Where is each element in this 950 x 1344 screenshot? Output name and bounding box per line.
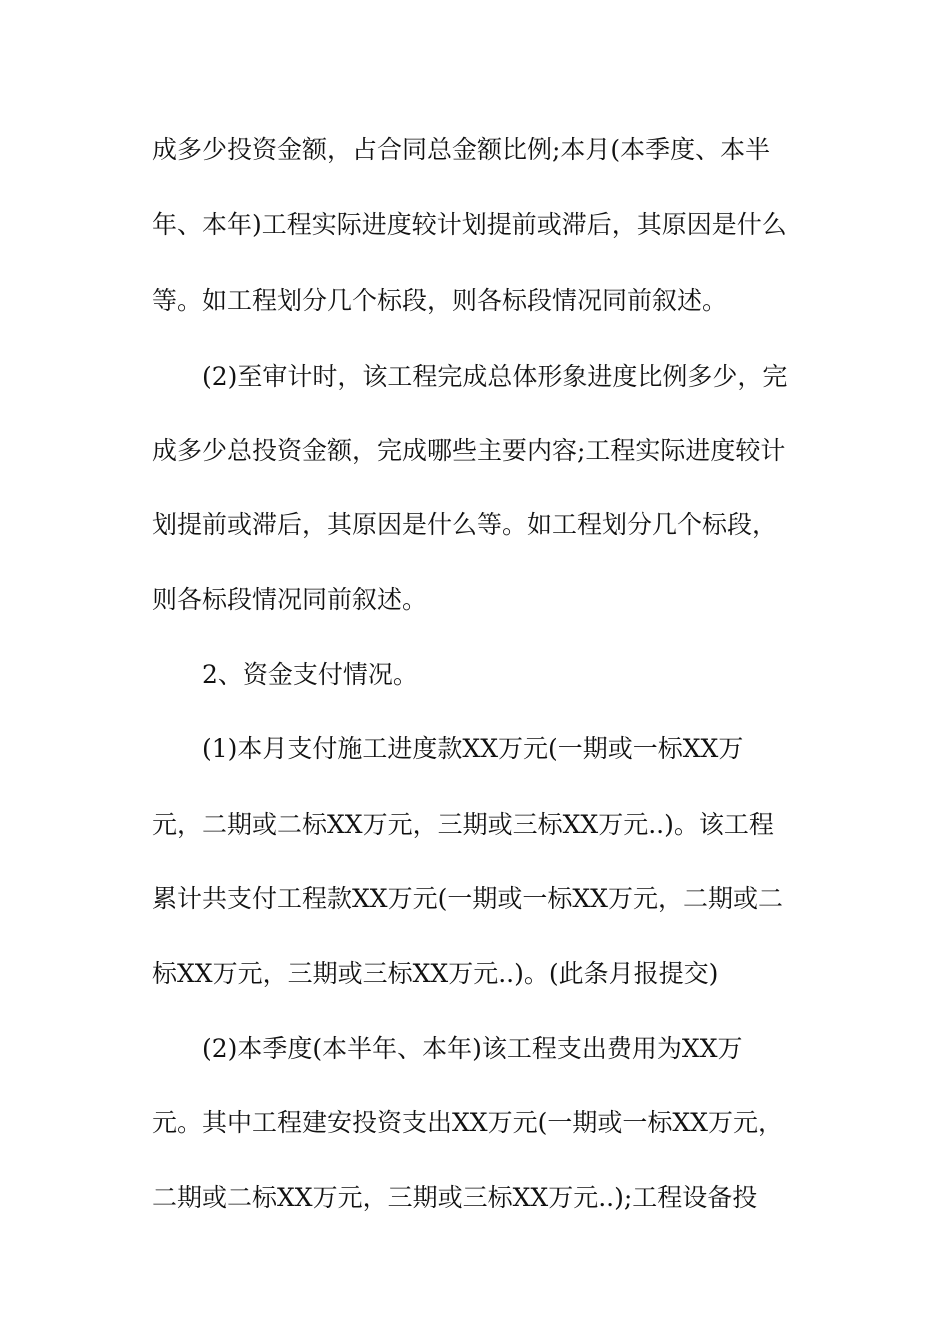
text-line-6: 划提前或滞后，其原因是什么等。如工程划分几个标段，	[152, 510, 778, 539]
text-line-12: 标XX万元，三期或三标XX万元..)。(此条月报提交)	[152, 959, 719, 988]
text-line-14: 元。其中工程建安投资支出XX万元(一期或一标XX万元，	[152, 1108, 783, 1137]
text-line-13: (2)本季度(本半年、本年)该工程支出费用为XX万	[202, 1034, 743, 1063]
text-line-10: 元，二期或二标XX万元，三期或三标XX万元..)。该工程	[152, 810, 774, 839]
section-heading: 2、资金支付情况。	[202, 660, 418, 689]
text-line-3: 等。如工程划分几个标段，则各标段情况同前叙述。	[152, 286, 728, 315]
text-line-2: 年、本年)工程实际进度较计划提前或滞后，其原因是什么	[152, 210, 787, 239]
text-line-4: (2)至审计时，该工程完成总体形象进度比例多少，完	[202, 362, 788, 391]
text-line-11: 累计共支付工程款XX万元(一期或一标XX万元，二期或二	[152, 884, 783, 913]
text-line-9: (1)本月支付施工进度款XX万元(一期或一标XX万	[202, 734, 744, 763]
text-line-5: 成多少总投资金额，完成哪些主要内容;工程实际进度较计	[152, 436, 786, 465]
text-line-15: 二期或二标XX万元，三期或三标XX万元..);工程设备投	[152, 1183, 758, 1212]
text-line-7: 则各标段情况同前叙述。	[152, 585, 428, 614]
text-line-1: 成多少投资金额，占合同总金额比例;本月(本季度、本半	[152, 135, 771, 164]
